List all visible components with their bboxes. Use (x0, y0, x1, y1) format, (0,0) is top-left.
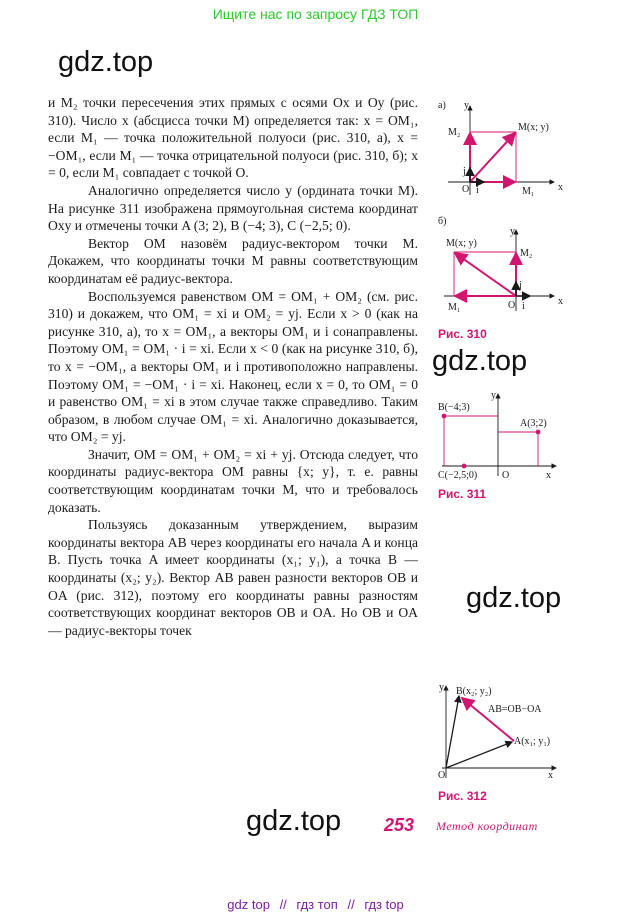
label-a: а) (438, 100, 446, 111)
figure-312 (436, 682, 566, 782)
y-axis-label: y (491, 390, 496, 401)
j-label: j (463, 166, 466, 177)
figure-310b-diagram (436, 216, 566, 316)
paragraph: Вектор OM назовём радиус-вектором точки M. Докажем, что координаты точки M равны соответствующим координатам её радиус-вектора. (48, 235, 418, 286)
point-c (462, 464, 467, 469)
separator: // (279, 897, 287, 912)
bottom-links (0, 897, 631, 912)
figure-310a (436, 100, 566, 200)
m1-label: M₁ (448, 302, 461, 313)
watermark: gdz.top (246, 805, 342, 837)
watermark: gdz.top (466, 582, 562, 614)
point-b (442, 414, 447, 419)
figure-311-diagram (436, 390, 566, 480)
b-label: B(−4;3) (438, 402, 470, 413)
figure-310a-diagram (436, 100, 566, 200)
x-axis-label: x (548, 770, 553, 781)
paragraph: Значит, OM = OM₁ + OM₂ = xi + yj. Отсюда следует, что координаты радиус-вектора OM равны {x; y}, т. е. равны соответствующим координатам точки M, что и требовалось доказать. (48, 446, 418, 515)
m2-label: M₂ (520, 248, 533, 259)
a-label: A(x₁; y₁) (514, 736, 551, 747)
paragraph: и M₂ точки пересечения этих прямых с осями Ox и Oy (рис. 310). Число x (абсцисса точки M) определяется так: x = OM₁, если M₁ — точка положительной полуоси (рис. 310, a), x = −OM₁, если M₁ — точка отрицательной полуоси (рис. 310, б); x = 0, если M₁ совпадает с точкой O. (48, 95, 418, 181)
i-label: i (522, 301, 525, 312)
i-label: i (476, 185, 479, 196)
x-axis-label: x (546, 470, 551, 481)
figure-312-caption: Рис. 312 (438, 789, 487, 803)
section-title: Метод координат (436, 819, 538, 833)
separator: // (347, 897, 355, 912)
ab-label: AB=OB−OA (488, 704, 542, 715)
x-axis-label: x (558, 182, 563, 193)
paragraph: Пользуясь доказанным утверждением, выразим координаты вектора AB через координаты его начала A и конца B. Пусть точка A имеет координаты (x₁; y₁), а точка B — координаты (x₂; y₂). Вектор AB равен разности векторов OB и OA (рис. 312), поэтому его координаты равны разностям соответствующих координат векторов OB и OA. Но OB и OA — радиус-векторы точек (48, 517, 418, 638)
x-axis-label: x (558, 296, 563, 307)
j-label: j (519, 280, 522, 291)
figure-310b (436, 216, 566, 316)
c-label: C(−2,5;0) (438, 470, 478, 481)
point-a (536, 430, 541, 435)
a-label: A(3;2) (520, 418, 547, 429)
m1-label: M₁ (522, 186, 535, 197)
link-gdz-top[interactable]: gdz top (227, 897, 270, 912)
link-gdz-top-mixed[interactable]: гдз top (364, 897, 404, 912)
b-label: B(x₂; y₂) (456, 686, 492, 697)
label-b: б) (438, 216, 447, 227)
main-text (48, 94, 418, 639)
figure-312-diagram (436, 682, 566, 782)
paragraph: Аналогично определяется число y (ордината точки M). На рисунке 311 изображена прямоугольная система координат Oxy и отмечены точки A (3; 2), B (−4; 3), C (−2,5; 0). (48, 182, 418, 234)
figure-311-caption: Рис. 311 (438, 487, 487, 501)
m-label: M(x; y) (518, 122, 549, 133)
origin-label: O (462, 184, 470, 195)
y-axis-label: y (510, 226, 515, 237)
figure-311 (436, 390, 566, 480)
figure-310-caption: Рис. 310 (438, 327, 487, 341)
watermark: gdz.top (432, 345, 528, 377)
y-axis-label: y (439, 682, 444, 693)
y-axis-label: y (464, 100, 469, 111)
m-label: M(x; y) (446, 238, 477, 249)
top-banner[interactable]: Ищите нас по запросу ГДЗ ТОП (212, 6, 419, 22)
watermark: gdz.top (58, 46, 154, 78)
m2-label: M₂ (448, 127, 461, 138)
origin-label: O (508, 300, 516, 311)
origin-label: O (438, 770, 446, 781)
origin-label: O (502, 470, 510, 481)
paragraph: Воспользуемся равенством OM = OM₁ + OM₂ (см. рис. 310) и докажем, что OM₁ = xi и OM₂ = yj. Если x > 0 (как на рисунке 310, a), то x = OM₁, а векторы OM₁ и i сонаправлены. Поэтому OM₁ = OM₁ · i = xi. Если x < 0 (как на рисунке 310, б), то x = −OM₁, а векторы OM₁ и i противоположно направлены. Поэтому OM₁ = −OM₁ · i = xi. Наконец, если x = 0, то OM₁ = 0 и равенство OM₁ = xi в этом случае также справедливо. Таким образом, в любом случае OM₁ = xi. Аналогично доказывается, что OM₂ = yj. (48, 288, 418, 445)
page-number: 253 (384, 815, 415, 835)
link-gdz-top-ru[interactable]: гдз топ (296, 897, 338, 912)
